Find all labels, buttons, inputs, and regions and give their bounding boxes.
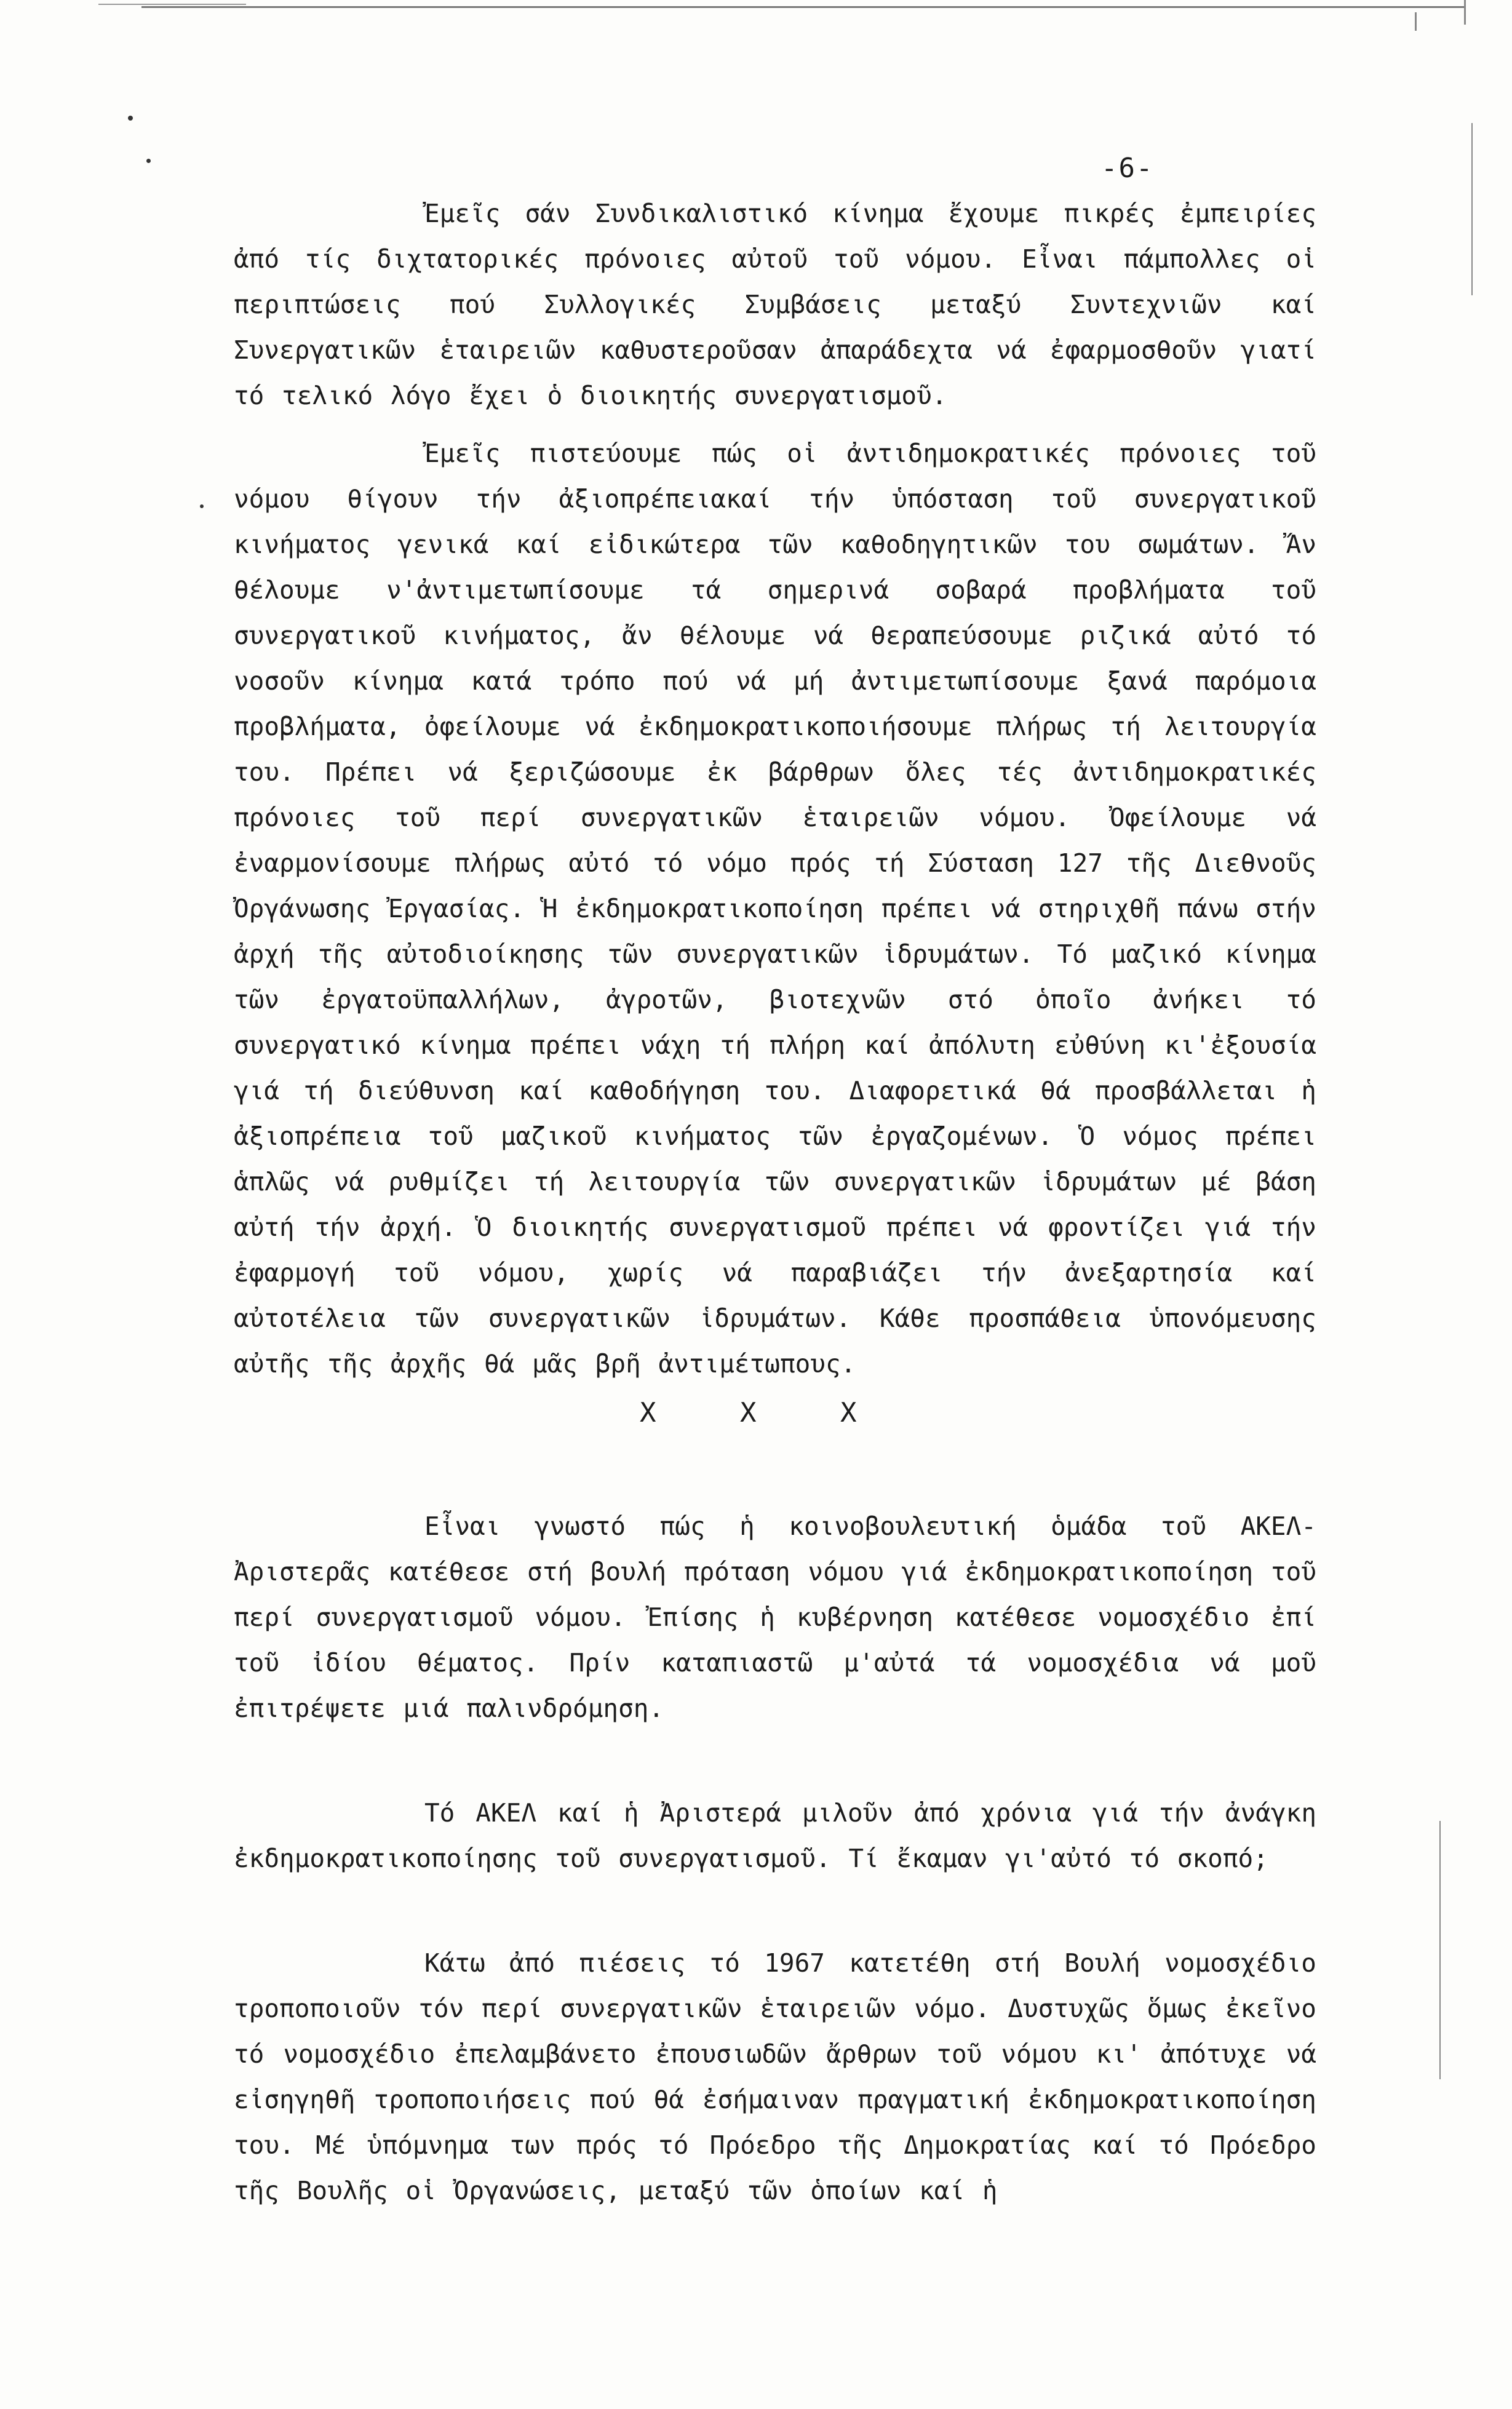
- paragraph-1967-bill: Κάτω ἀπό πιέσεις τό 1967 κατετέθη στή Βουλή νομοσχέδιο τροποποιοῦν τόν περί συνεργατικῶν ἑταιρειῶν νόμο. Δυστυχῶς ὅμως ἐκεῖνο τό νομοσχέδιο ἐπελαμβάνετο ἐπουσιωδῶν ἄρθρων τοῦ νόμου κι' ἀπότυχε νά εἰσηγηθῆ τροποποιήσεις πού θά ἐσήμαιναν πραγματική ἐκδημοκρατικοποίηση του. Μέ ὑπόμνημα των πρός τό Πρόεδρο τῆς Δημοκρατίας καί τό Πρόεδρο τῆς Βουλῆς οἱ Ὀργανώσεις, μεταξύ τῶν ὁποίων καί ἡ: [234, 1948, 1316, 2205]
- top-scan-border: [141, 6, 1464, 8]
- right-margin-mark: [1464, 0, 1466, 25]
- paragraph-democratization: Ἐμεῖς πιστεύουμε πώς οἱ ἀντιδημοκρατικές πρόνοιες τοῦ νόμου θίγουν τήν ἀξιοπρέπειακαί τήν ὑπόσταση τοῦ συνεργατικοῦ κινήματος γενικά καί εἰδικώτερα τῶν καθοδηγητικῶν του σωμάτων. Ἄν θέλουμε ν'ἀντιμετωπίσουμε τά σημερινά σοβαρά προβλήματα τοῦ συνεργατικοῦ κινήματος, ἄν θέλουμε νά θεραπεύσουμε ριζικά αὐτό τό νοσοῦν κίνημα κατά τρόπο πού νά μή ἀντιμετωπίσουμε ξανά παρόμοια προβλήματα, ὀφείλουμε νά ἐκδημοκρατικοποιήσουμε πλήρως τή λειτουργία του. Πρέπει νά ξεριζώσουμε ἐκ βάρθρων ὅλες τές ἀντιδημοκρατικές πρόνοιες τοῦ περί συνεργατικῶν ἑταιρειῶν νόμου. Ὀφείλουμε νά ἐναρμονίσουμε πλήρως αὐτό τό νόμο πρός τή Σύσταση 127 τῆς Διεθνοῦς Ὀργάνωσης Ἐργασίας. Ἡ ἐκδημοκρατικοποίηση πρέπει νά στηριχθῆ πάνω στήν ἀρχή τῆς αὐτοδιοίκησης τῶν συνεργατικῶν ἱδρυμάτων. Τό μαζικό κίνημα τῶν ἐργατοϋπαλλήλων, ἀγροτῶν, βιοτεχνῶν στό ὁποῖο ἀνήκει τό συνεργατικό κίνημα πρέπει νάχη τή πλήρη καί ἀπόλυτη εὐθύνη κι'ἐξουσία γιά τή διεύθυνση καί καθοδήγηση του. Διαφορετικά θά προσβάλλεται ἡ ἀξιοπρέπεια τοῦ μαζικοῦ κινήματος τῶν ἐργαζομένων. Ὁ νόμος πρέπει ἁπλῶς νά ρυθμίζει τή λειτουργία τῶν συνεργατικῶν ἱδρυμάτων μέ βάση αὐτή τήν ἀρχή. Ὁ διοικητής συνεργατισμοῦ πρέπει νά φροντίζει γιά τήν ἐφαρμογή τοῦ νόμου, χωρίς νά παραβιάζει τήν ἀνεξαρτησία καί αὐτοτέλεια τῶν συνεργατικῶν ἱδρυμάτων. Κάθε προσπάθεια ὑπονόμευσης αὐτῆς τῆς ἀρχῆς θά μᾶς βρῆ ἀντιμέτωπους.: [234, 439, 1316, 1379]
- document-body: [234, 191, 1316, 2213]
- right-margin-line: [1471, 123, 1473, 295]
- right-margin-mark: [1415, 12, 1417, 31]
- page-number: -6-: [1101, 153, 1154, 184]
- paragraph-syndicalist-experience: Ἐμεῖς σάν Συνδικαλιστικό κίνημα ἔχουμε πικρές ἐμπειρίες ἀπό τίς διχτατορικές πρόνοιες αὐτοῦ τοῦ νόμου. Εἶναι πάμπολλες οἱ περιπτώσεις πού Συλλογικές Συμβάσεις μεταξύ Συντεχνιῶν καί Συνεργατικῶν ἑταιρειῶν καθυστεροῦσαν ἀπαράδεχτα νά ἐφαρμοσθοῦν γιατί τό τελικό λόγο ἔχει ὁ διοικητής συνεργατισμοῦ.: [234, 199, 1316, 410]
- paragraph-akel-bill: Εἶναι γνωστό πώς ἡ κοινοβουλευτική ὁμάδα τοῦ ΑΚΕΛ-Ἀριστερᾶς κατέθεσε στή βουλή πρόταση νόμου γιά ἐκδημοκρατικοποίηση τοῦ περί συνεργατισμοῦ νόμου. Ἐπίσης ἡ κυβέρνηση κατέθεσε νομοσχέδιο ἐπί τοῦ ἰδίου θέματος. Πρίν καταπιαστῶ μ'αὐτά τά νομοσχέδια νά μοῦ ἐπιτρέψετε μιά παλινδρόμηση.: [234, 1511, 1316, 1723]
- scan-speck: [128, 116, 133, 121]
- paragraph-akel-question: Τό ΑΚΕΛ καί ἡ Ἀριστερά μιλοῦν ἀπό χρόνια γιά τήν ἀνάγκη ἐκδημοκρατικοποίησης τοῦ συνεργατισμοῦ. Τί ἔκαμαν γι'αὐτό τό σκοπό;: [234, 1798, 1316, 1873]
- section-separator: X X X: [640, 1397, 857, 1428]
- scan-speck: [200, 504, 204, 508]
- right-margin-line: [1439, 1821, 1441, 2079]
- scan-speck: [146, 159, 151, 163]
- top-scan-border-fragment: [98, 4, 246, 5]
